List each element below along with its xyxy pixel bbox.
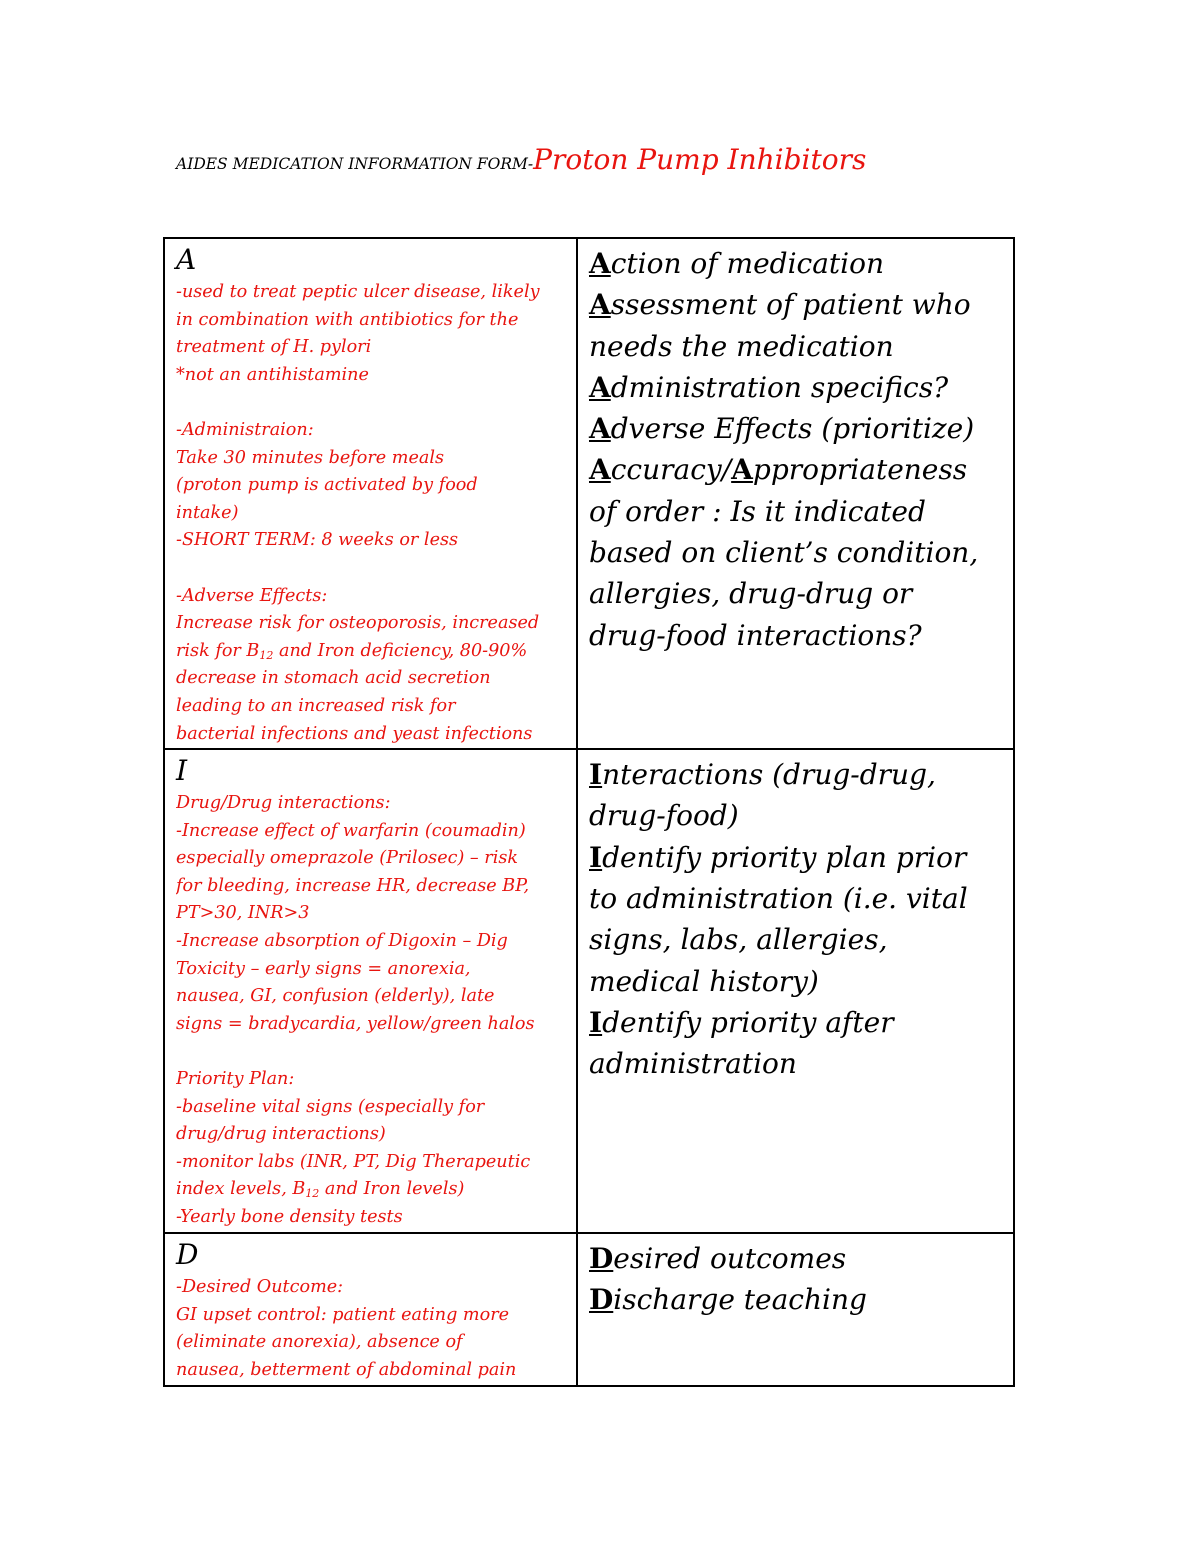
note-line: signs = bradycardia, yellow/green halos [176,1013,535,1034]
note-line: in combination with antibiotics for the [176,309,519,330]
form-title-prefix: AIDES MEDICATION INFORMATION FORM- [176,155,534,173]
note-line: decrease in stomach acid secretion [176,668,491,689]
notes-list [176,790,568,1232]
note-line: PT>30, INR>3 [176,903,310,924]
note-line: bacterial infections and yeast infections [176,723,533,744]
note-line: -Administraion: [176,419,314,440]
note-line: -Yearly bone density tests [176,1207,403,1227]
guide-line: Interactions (drug-drug, [589,758,936,792]
mnemonic-letter: A [589,370,611,404]
note-line: for bleeding, increase HR, decrease BP, [176,875,530,896]
guide-line: drug-food) [589,799,739,833]
guide-line: Accuracy/Appropriateness [589,453,968,487]
blank-line [176,1038,568,1066]
note-line: -Adverse Effects: [176,585,328,606]
note-line: especially omeprazole (Prilosec) – risk [176,848,519,869]
guide-line: Desired outcomes [589,1242,847,1276]
guide-line: Discharge teaching [589,1283,867,1317]
note-line: -used to treat peptic ulcer disease, likely [176,282,540,302]
notes-list [176,279,568,748]
mnemonic-letter: A [731,453,753,487]
guide-list [589,752,1005,1084]
note-line: -baseline vital signs (especially for [176,1096,485,1117]
notes-cell-a [164,238,577,749]
note-line: -Increase absorption of Digoxin – Dig [176,931,508,952]
guide-list [589,1236,1005,1321]
note-line: Increase risk for osteoporosis, increased [176,613,540,634]
note-line: nausea, betterment of abdominal pain [176,1359,517,1380]
note-line: Toxicity – early signs = anorexia, [176,958,471,979]
notes-cell-d [164,1233,577,1386]
guide-line: Identify priority after [589,1005,894,1039]
guide-line: Assessment of patient who [589,288,971,322]
guide-line: of order : Is it indicated [589,494,926,528]
guide-line: based on client’s condition, [589,536,979,570]
note-line: Drug/Drug interactions: [176,793,391,814]
guide-line: to administration (i.e. vital [589,881,968,915]
note-line: -Increase effect of warfarin (coumadin) [176,820,526,841]
form-row-a [164,238,1014,749]
blank-line [176,555,568,583]
guide-line: needs the medication [589,329,894,363]
note-line: *not an antihistamine [176,364,369,385]
guide-cell-i [577,749,1014,1233]
guide-line: Adverse Effects (prioritize) [589,412,975,446]
note-line: Priority Plan: [176,1069,295,1090]
mnemonic-letter: A [589,412,611,446]
note-line: GI upset control: patient eating more [176,1304,510,1325]
guide-list [589,241,1005,656]
mnemonic-letter: A [589,453,611,487]
guide-line: drug-food interactions? [589,618,922,652]
form-title [176,143,866,176]
mnemonic-letter: I [589,758,603,792]
mnemonic-letter: D [589,1242,614,1276]
note-line: index levels, $B_{12}$ and Iron levels) [176,1179,465,1201]
section-letter: D [176,1238,199,1272]
note-line: (eliminate anorexia), absence of [176,1332,463,1353]
medication-form-table [163,237,1015,1387]
mnemonic-letter: D [589,1283,614,1317]
guide-line: medical history) [589,964,819,998]
form-title-drug-class: Proton Pump Inhibitors [533,143,867,176]
mnemonic-letter: I [589,840,603,874]
section-letter: I [176,754,188,788]
guide-line: Identify priority plan prior [589,840,967,874]
notes-cell-i [164,749,577,1233]
form-row-i [164,749,1014,1233]
section-letter: A [176,243,197,276]
notes-list [176,1274,568,1384]
note-line: risk for $B_{12}$ and Iron deficiency, 80-90% [176,640,528,662]
guide-line: allergies, drug-drug or [589,577,913,611]
note-line: leading to an increased risk for [176,695,456,716]
note-line: -Desired Outcome: [176,1277,344,1298]
form-row-d [164,1233,1014,1386]
guide-cell-d [577,1233,1014,1386]
mnemonic-letter: A [589,288,611,322]
mnemonic-letter: I [589,1005,603,1039]
note-line: -SHORT TERM: 8 weeks or less [176,530,459,551]
note-line: (proton pump is activated by food [176,475,478,496]
blank-line [176,389,568,417]
note-line: drug/drug interactions) [176,1124,386,1145]
guide-line: signs, labs, allergies, [589,923,888,957]
note-line: -monitor labs (INR, PT, Dig Therapeutic [176,1151,531,1172]
mnemonic-letter: A [589,247,611,280]
note-line: Take 30 minutes before meals [176,447,445,468]
guide-line: administration [589,1047,797,1081]
note-line: nausea, GI, confusion (elderly), late [176,986,495,1007]
guide-cell-a [577,238,1014,749]
note-line: intake) [176,502,239,523]
note-line: treatment of H. pylori [176,337,372,358]
guide-line: Administration specifics? [589,370,949,404]
guide-line: Action of medication [589,247,885,280]
